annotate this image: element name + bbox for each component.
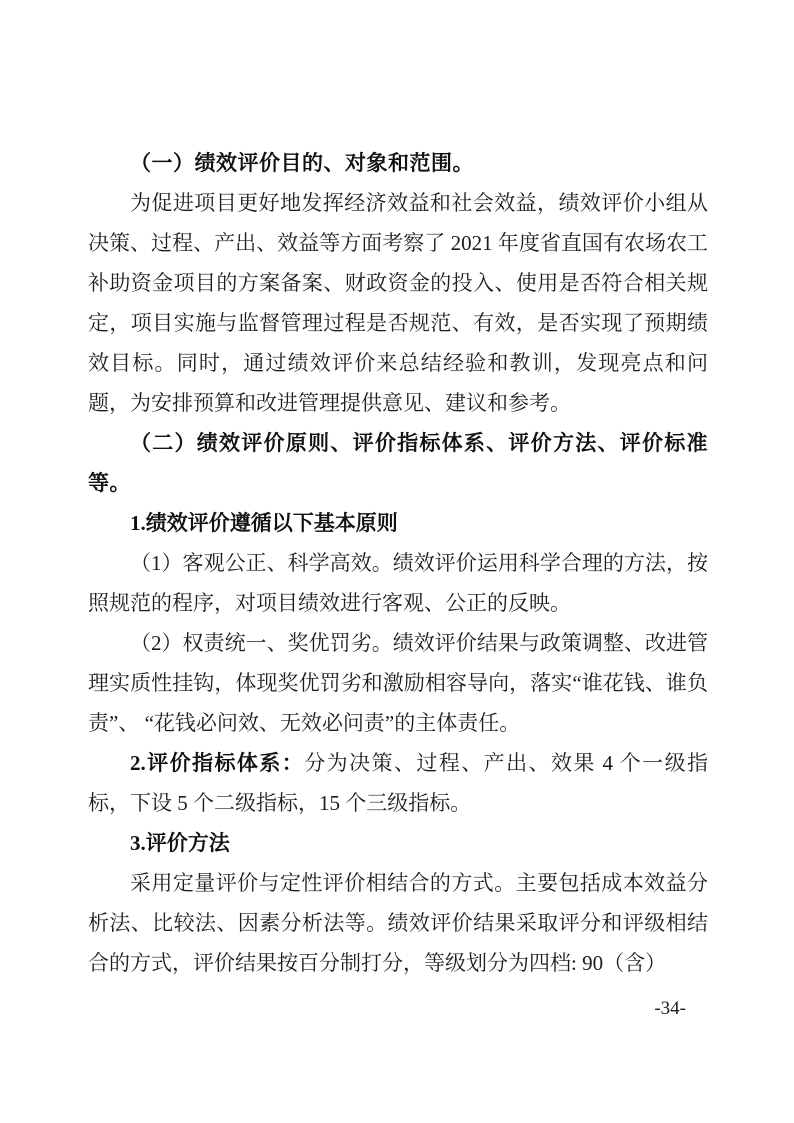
indicator-system-label: 2.评价指标体系： xyxy=(130,751,305,775)
section-1-heading: （一）绩效评价目的、对象和范围。 xyxy=(130,151,474,175)
page-number: -34- xyxy=(654,998,686,1019)
section-2-heading: （二）绩效评价原则、评价指标体系、评价方法、评价标准等。 xyxy=(88,431,708,495)
section-1-paragraph: 为促进项目更好地发挥经济效益和社会效益，绩效评价小组从决策、过程、产出、效益等方面考察了 2021 年度省直国有农场农工补助资金项目的方案备案、财政资金的投入、使用是否符合相关规定，项目实施与监督管理过程是否规范、有效，是否实现了预期绩效目标。同时，通过绩效评价来总结经验和教训，发现亮点和问题，为安排预算和改进管理提供意见、建议和参考。 xyxy=(88,191,708,415)
method-paragraph: 采用定量评价与定性评价相结合的方式。主要包括成本效益分析法、比较法、因素分析法等。绩效评价结果采取评分和评级相结合的方式，评价结果按百分制打分，等级划分为四档: 90（含） xyxy=(88,871,708,975)
principles-subheading: 1.绩效评价遵循以下基本原则 xyxy=(130,511,398,535)
indicator-system-text: 分为决策、过程、产出、效果 4 个一级指标，下设 5 个二级指标，15 个三级指标。 xyxy=(88,751,709,815)
indicator-system-paragraph xyxy=(88,743,708,823)
principle-1-paragraph: （1）客观公正、科学高效。绩效评价运用科学合理的方法，按照规范的程序，对项目绩效进行客观、公正的反映。 xyxy=(88,551,708,615)
document-body xyxy=(88,143,708,983)
principle-2-paragraph: （2）权责统一、奖优罚劣。绩效评价结果与政策调整、改进管理实质性挂钩，体现奖优罚劣和激励相容导向，落实“谁花钱、谁负责”、 “花钱必问效、无效必问责”的主体责任。 xyxy=(88,631,708,735)
method-subheading: 3.评价方法 xyxy=(130,831,230,855)
